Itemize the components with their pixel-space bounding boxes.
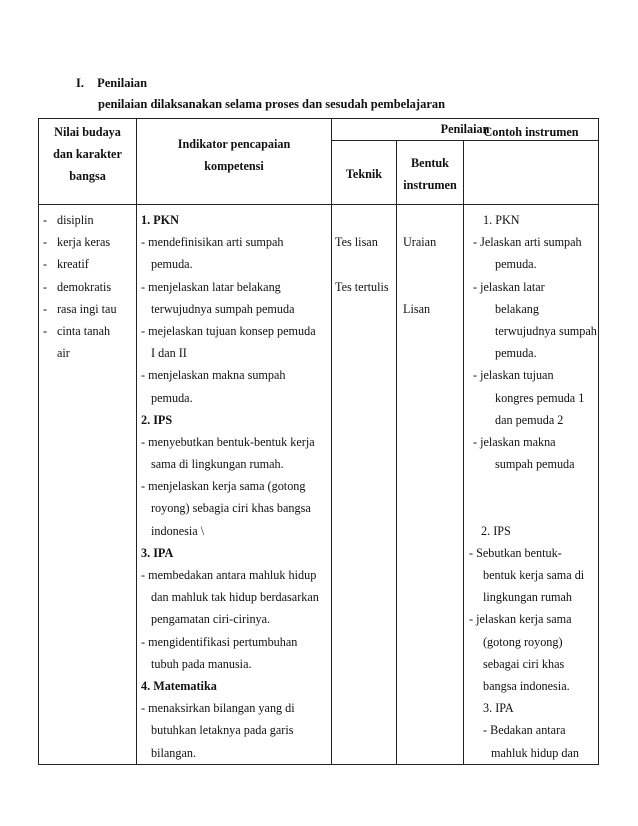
header-contoh-label: Contoh instrumen (483, 125, 579, 139)
subject-heading: 3. IPA (483, 701, 514, 716)
list-item: Tes lisan (335, 235, 378, 250)
subject-heading: 1. PKN (141, 213, 179, 227)
section-heading (76, 76, 147, 91)
list-item: air (57, 346, 70, 361)
bentuk-cell (397, 205, 464, 765)
list-item: Tes tertulis (335, 279, 389, 294)
subject-heading: 4. Matematika (141, 678, 217, 693)
list-item: pemuda. (495, 346, 537, 361)
list-item: - jelaskan kerja sama (469, 612, 572, 627)
section-number: I. (76, 76, 84, 90)
list-item: - kerja keras (43, 235, 111, 250)
list-item: Lisan (403, 301, 431, 316)
list-item: (gotong royong) (483, 634, 563, 649)
list-item: - membedakan antara mahluk hidup (141, 568, 317, 582)
header-indikator-line: Indikator pencapaian (177, 137, 291, 151)
list-item: royong) sebagia ciri khas bangsa (151, 501, 311, 516)
list-item: sebagai ciri khas (483, 656, 565, 671)
list-item: - jelaskan tujuan (473, 368, 554, 383)
list-item: - disiplin (43, 213, 94, 227)
list-item: - Jelaskan arti sumpah (473, 235, 582, 250)
header-nilai (39, 119, 137, 205)
list-item: indonesia \ (151, 523, 205, 538)
list-item: pemuda. (495, 257, 537, 272)
list-item: - kreatif (43, 257, 89, 272)
header-penilaian-label: Penilaian (440, 122, 490, 136)
list-item: - mengidentifikasi pertumbuhan (141, 634, 298, 649)
list-item: sumpah pemuda (495, 457, 575, 472)
list-item: sama di lingkungan rumah. (151, 457, 284, 472)
list-item: - menaksirkan bilangan yang di (141, 701, 295, 716)
list-item: bilangan. (151, 745, 197, 760)
subject-heading: 2. IPS (481, 523, 511, 538)
header-bentuk (397, 141, 464, 205)
list-item: - Bedakan antara (483, 723, 566, 738)
subject-heading: 1. PKN (483, 213, 520, 227)
subject-heading: 2. IPS (141, 412, 173, 427)
teknik-cell (332, 205, 397, 765)
list-item: - mendefinisikan arti sumpah (141, 235, 284, 250)
list-item: butuhkan letaknya pada garis (151, 723, 294, 738)
indikator-cell (137, 205, 332, 765)
list-item: kongres pemuda 1 (495, 390, 585, 405)
list-item: - jelaskan makna (473, 434, 556, 449)
header-indikator (137, 119, 332, 205)
list-item: - menjelaskan latar belakang (141, 279, 281, 294)
section-title: Penilaian (97, 76, 148, 90)
list-item: - demokratis (43, 279, 112, 294)
header-nilai-line: bangsa (69, 169, 106, 183)
nilai-cell (39, 205, 137, 765)
list-item: terwujudnya sumpah pemuda (151, 301, 295, 316)
header-contoh (464, 125, 599, 205)
assessment-table (38, 118, 599, 765)
header-nilai-line: Nilai budaya (54, 125, 121, 139)
list-item: - rasa ingi tau (43, 301, 117, 316)
list-item: bangsa indonesia. (483, 678, 570, 693)
list-item: pemuda. (151, 390, 193, 405)
subject-heading: 3. IPA (141, 545, 174, 560)
list-item: I dan II (151, 346, 187, 361)
list-item: - cinta tanah (43, 323, 111, 338)
list-item: dan mahluk tak hidup berdasarkan (151, 590, 319, 605)
contoh-cell (464, 205, 599, 765)
section-subheading: penilaian dilaksanakan selama proses dan sesudah pembelajaran (98, 97, 446, 111)
header-teknik (332, 141, 397, 205)
list-item: - menyebutkan bentuk-bentuk kerja (141, 434, 315, 449)
list-item: Uraian (403, 235, 437, 250)
list-item: - menjelaskan kerja sama (gotong (141, 479, 306, 494)
header-indikator-line: kompetensi (204, 159, 264, 173)
header-bentuk-line: Bentuk (411, 156, 449, 170)
list-item: belakang (495, 301, 539, 316)
list-item: pengamatan ciri-cirinya. (151, 612, 271, 627)
list-item: dan pemuda 2 (495, 412, 564, 427)
header-nilai-line: dan karakter (53, 147, 122, 161)
list-item: tubuh pada manusia. (151, 656, 252, 671)
list-item: - mejelaskan tujuan konsep pemuda (141, 323, 316, 338)
list-item: - jelaskan latar (473, 279, 545, 294)
list-item: lingkungan rumah (483, 590, 573, 605)
header-bentuk-line: instrumen (403, 178, 457, 192)
list-item: - Sebutkan bentuk- (469, 545, 562, 560)
list-item: terwujudnya sumpah (495, 323, 597, 338)
list-item: - menjelaskan makna sumpah (141, 368, 286, 383)
list-item: pemuda. (151, 257, 193, 272)
header-teknik-label: Teknik (345, 167, 383, 181)
list-item: mahluk hidup dan (491, 745, 580, 760)
list-item: bentuk kerja sama di (483, 568, 585, 582)
